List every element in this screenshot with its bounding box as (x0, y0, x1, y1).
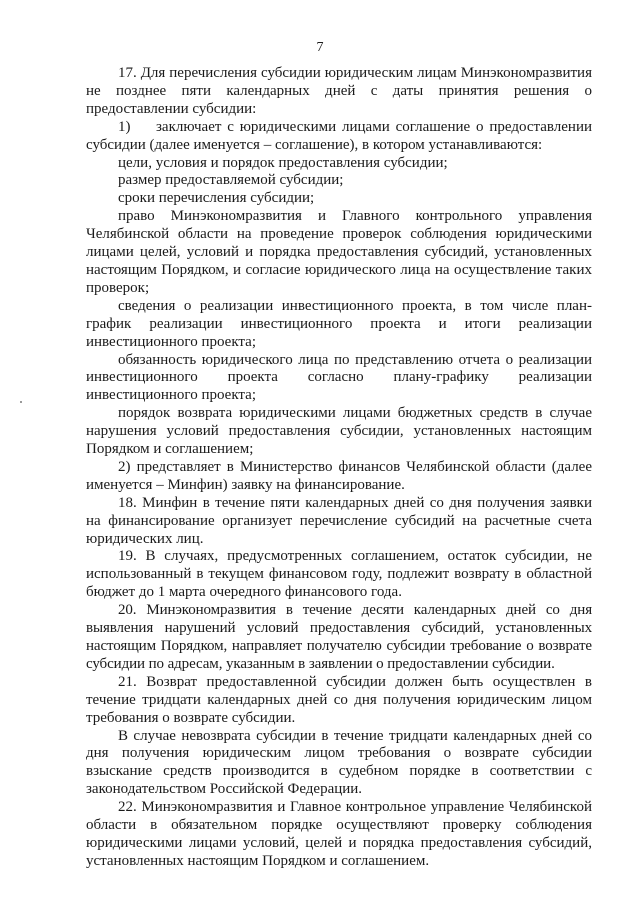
paragraph-22: 22. Минэкономразвития и Главное контрольное управление Челябинской области в обязательном порядке осуществляют проверку соблюдения юридическими лицами условий, целей и порядка предоставления субсидий, установленных настоящим Порядком и соглашением. (86, 799, 592, 869)
list-item-amount: размер предоставляемой субсидии; (118, 172, 344, 189)
document-body (86, 65, 592, 871)
list-item-refund-procedure: порядок возврата юридическими лицами бюджетных средств в случае нарушения условий предоставления субсидии, установленных настоящим Порядком и соглашением; (86, 405, 592, 458)
list-item-audit-right: право Минэкономразвития и Главного контрольного управления Челябинской области на проведение проверок соблюдения юридическими лицами целей, условий и порядка предоставления субсидий, установленных настоящим Порядком, и согласие юридического лица на осуществление таких проверок; (86, 208, 592, 296)
page-number: 7 (316, 40, 324, 55)
paragraph-20: 20. Минэкономразвития в течение десяти календарных дней со дня выявления нарушений условий предоставления субсидий, установленных настоящим Порядком, направляет получателю субсидии требование о возврате субсидии по адресам, указанным в заявлении о предоставлении субсидии. (86, 602, 592, 672)
paragraph-17: 17. Для перечисления субсидии юридическим лицам Минэкономразвития не позднее пяти календарных дней с даты принятия решения о предоставлении субсидии: (86, 65, 592, 117)
paragraph-item-2: 2) представляет в Министерство финансов Челябинской области (далее именуется – Минфин) заявку на финансирование. (86, 458, 592, 493)
paragraph-non-return: В случае невозврата субсидии в течение тридцати календарных дней со дня получения юридическим лицом требования о возврате субсидии взыскание средств производится в судебном порядке в соответствии с законодательством Российской Федерации. (86, 727, 592, 798)
paragraph-21: 21. Возврат предоставленной субсидии должен быть осуществлен в течение тридцати календарных дней со дня получения юридическим лицом требования о возврате субсидии. (86, 673, 592, 726)
list-item-terms: сроки перечисления субсидии; (118, 190, 315, 207)
list-item-report-duty: обязанность юридического лица по представлению отчета о реализации инвестиционного проекта согласно плану-графику реализации инвестиционного проекта; (86, 351, 592, 404)
paragraph-19: 19. В случаях, предусмотренных соглашением, остаток субсидии, не использованный в текущем финансовом году, подлежит возврату в областной бюджет до 1 марта очередного финансового года. (86, 548, 592, 601)
list-item-goals: цели, условия и порядок предоставления субсидии; (118, 154, 448, 171)
list-item-project-info: сведения о реализации инвестиционного проекта, в том числе план-график реализации инвестиционного проекта и итоги реализации инвестиционного проекта; (86, 297, 592, 350)
item-1-text: заключает с юридическими лицами соглашение о предоставлении субсидии (далее именуется – соглашение), в котором устанавливаются: (86, 118, 592, 153)
scan-speck (20, 401, 22, 403)
item-number: 1) (118, 118, 131, 135)
paragraph-item-1 (86, 119, 592, 155)
paragraph-18: 18. Минфин в течение пяти календарных дней со дня получения заявки на финансирование организует перечисление субсидий на расчетные счета юридических лиц. (86, 494, 592, 547)
